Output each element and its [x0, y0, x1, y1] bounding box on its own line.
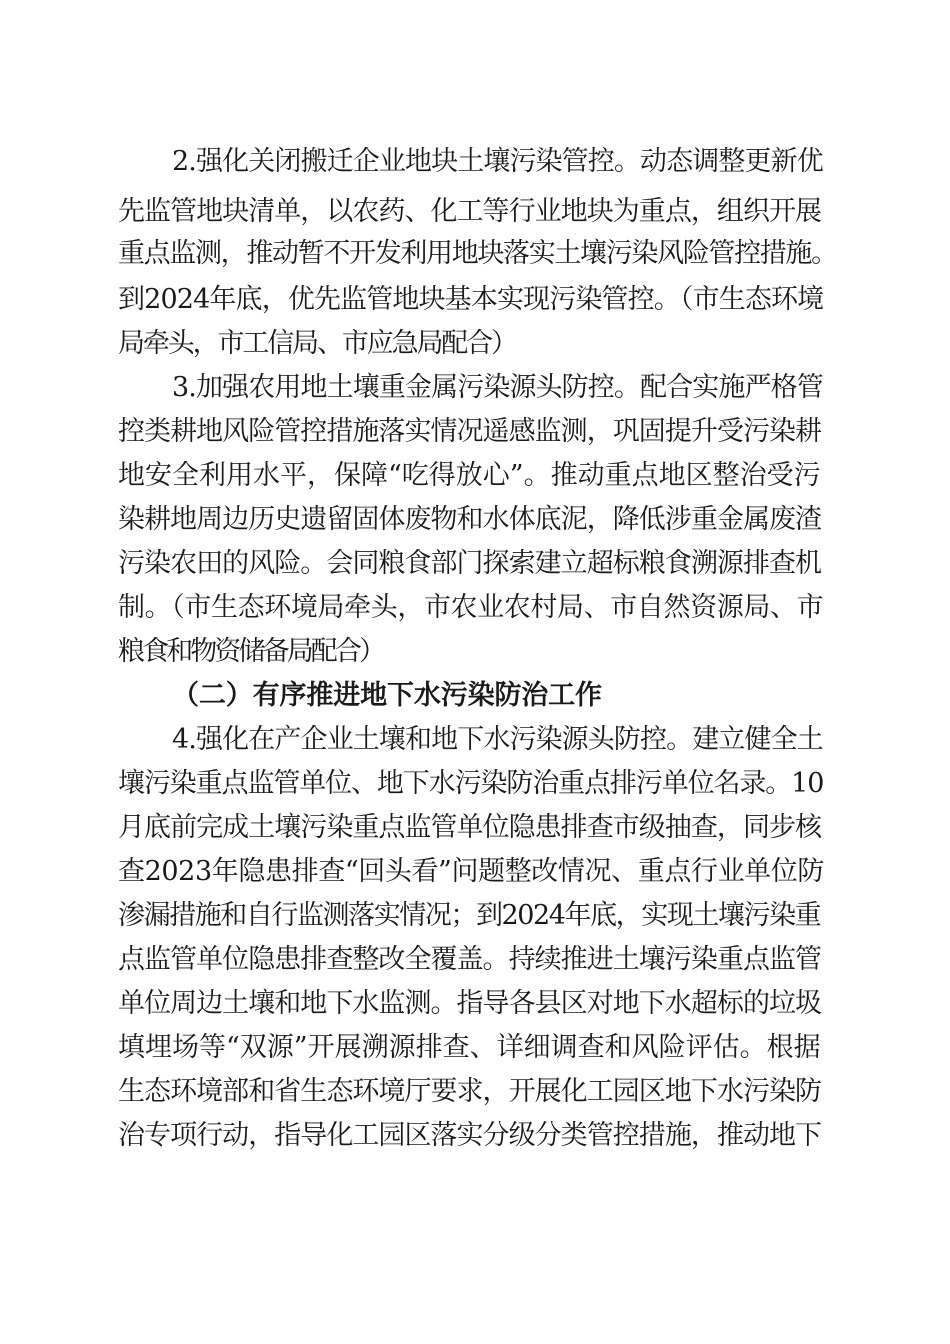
para-2-line-4: 到2024年底，优先监管地块基本实现污染管控。（市生态环境 [118, 284, 824, 315]
section-heading-2: （二）有序推进地下水污染防治工作 [172, 680, 602, 711]
para-3-line-7: 粮食和物资储备局配合） [118, 636, 384, 667]
para-4-line-4: 查2023年隐患排查“回头看”问题整改情况、重点行业单位防 [118, 856, 825, 887]
para-2-line-5: 局牵头，市工信局、市应急局配合） [118, 328, 516, 359]
para-4-line-2: 壤污染重点监管单位、地下水污染防治重点排污单位名录。10 [118, 768, 824, 799]
para-4-line-5: 渗漏措施和自行监测落实情况；到2024年底，实现土壤污染重 [118, 900, 821, 931]
para-4-line-6: 点监管单位隐患排查整改全覆盖。持续推进土壤污染重点监管 [118, 944, 822, 975]
para-2-line-1: 2.强化关闭搬迁企业地块土壤污染管控。动态调整更新优 [172, 146, 823, 177]
para-2-line-2: 先监管地块清单，以农药、化工等行业地块为重点，组织开展 [118, 196, 822, 227]
para-4-line-1: 4.强化在产企业土壤和地下水污染源头防控。建立健全土 [172, 724, 823, 755]
para-4-line-3: 月底前完成土壤污染重点监管单位隐患排查市级抽查，同步核 [118, 812, 822, 843]
para-4-line-9: 生态环境部和省生态环境厅要求，开展化工园区地下水污染防 [118, 1076, 822, 1107]
para-4-line-8: 填埋场等“双源”开展溯源排查、详细调查和风险评估。根据 [118, 1032, 821, 1063]
para-3-line-2: 控类耕地风险管控措施落实情况遥感监测，巩固提升受污染耕 [118, 416, 822, 447]
para-3-line-4: 染耕地周边历史遗留固体废物和水体底泥，降低涉重金属废渣 [118, 504, 822, 535]
para-4-line-10: 治专项行动，指导化工园区落实分级分类管控措施，推动地下 [118, 1120, 822, 1151]
para-3-line-3: 地安全利用水平，保障“吃得放心”。推动重点地区整治受污 [118, 460, 821, 491]
para-3-line-1: 3.加强农用地土壤重金属污染源头防控。配合实施严格管 [172, 372, 823, 403]
para-2-line-3: 重点监测，推动暂不开发利用地块落实土壤污染风险管控措施。 [118, 238, 837, 269]
para-4-line-7: 单位周边土壤和地下水监测。指导各县区对地下水超标的垃圾 [118, 988, 822, 1019]
para-3-line-5: 污染农田的风险。会同粮食部门探索建立超标粮食溯源排查机 [118, 548, 822, 579]
para-3-line-6: 制。（市生态环境局牵头，市农业农村局、市自然资源局、市 [118, 592, 824, 623]
